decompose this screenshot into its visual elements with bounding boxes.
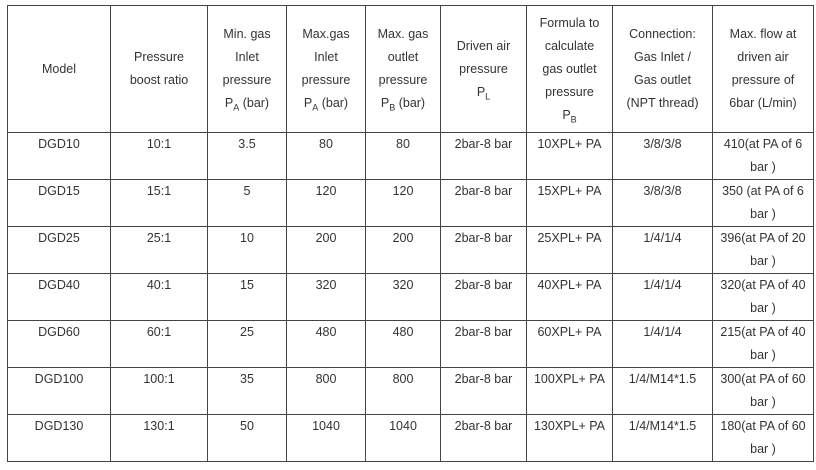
cell-min-inlet: 25 [208,321,287,368]
header-text: Min. gas [223,27,271,41]
cell-model: DGD130 [8,415,111,462]
header-text: pressure [222,73,272,87]
cell-connection: 1/4/1/4 [613,321,713,368]
header-text: pressure of [731,73,795,87]
header-symbol: $P_L$ [476,84,491,101]
cell-max-inlet: 320 [287,274,366,321]
cell-max-outlet: 200 [366,227,441,274]
header-text: calculate [544,38,595,53]
header-symbol: $P_B$ (bar) [380,96,426,113]
cell-formula: 60XPL+ PA [527,321,613,368]
header-text: pressure [378,73,428,87]
cell-formula: 10XPL+ PA [527,133,613,180]
cell-driven-air: 2bar-8 bar [441,133,527,180]
header-model [8,6,111,133]
table-body [8,133,814,462]
header-max-inlet [287,6,366,133]
cell-formula: 15XPL+ PA [527,180,613,227]
cell-ratio: 40:1 [111,274,208,321]
header-text: Max. flow at [729,27,797,41]
header-text: Inlet [314,50,338,64]
header-text: (NPT thread) [626,96,699,110]
cell-max-outlet: 480 [366,321,441,368]
cell-ratio: 60:1 [111,321,208,368]
cell-connection: 1/4/M14*1.5 [613,415,713,462]
header-text: Pressure [133,50,185,64]
header-text: outlet [387,50,419,64]
header-text: pressure [459,61,508,76]
header-text: gas outlet [542,61,597,76]
cell-min-inlet: 35 [208,368,287,415]
header-row [8,6,814,133]
cell-model: DGD15 [8,180,111,227]
header-formula [527,6,613,133]
cell-connection: 3/8/3/8 [613,133,713,180]
header-text: Driven air [456,38,511,53]
cell-max-outlet: 320 [366,274,441,321]
cell-max-inlet: 80 [287,133,366,180]
header-text: Formula to [539,15,600,30]
table-row [8,415,814,462]
cell-connection: 1/4/1/4 [613,227,713,274]
cell-model: DGD100 [8,368,111,415]
cell-formula: 25XPL+ PA [527,227,613,274]
cell-max-inlet: 800 [287,368,366,415]
cell-max-inlet: 480 [287,321,366,368]
cell-ratio: 130:1 [111,415,208,462]
header-text: Inlet [235,50,259,64]
cell-driven-air: 2bar-8 bar [441,368,527,415]
header-symbol: $P_B$ [562,107,577,124]
header-text: Gas Inlet / [634,50,691,64]
header-connection [613,6,713,133]
cell-connection: 1/4/1/4 [613,274,713,321]
cell-model: DGD40 [8,274,111,321]
header-text: driven air [737,50,789,64]
cell-driven-air: 2bar-8 bar [441,227,527,274]
cell-max-flow: 396(at PA of 20 bar ) [713,227,814,274]
cell-driven-air: 2bar-8 bar [441,415,527,462]
cell-max-flow: 180(at PA of 60 bar ) [713,415,814,462]
table-row [8,227,814,274]
cell-ratio: 25:1 [111,227,208,274]
cell-ratio: 10:1 [111,133,208,180]
cell-connection: 1/4/M14*1.5 [613,368,713,415]
cell-min-inlet: 15 [208,274,287,321]
header-driven-air [441,6,527,133]
cell-max-inlet: 1040 [287,415,366,462]
header-text: Connection: [629,27,696,41]
cell-max-outlet: 800 [366,368,441,415]
table-row [8,133,814,180]
table-row [8,180,814,227]
cell-max-outlet: 80 [366,133,441,180]
header-text: Max. gas [377,27,429,41]
cell-ratio: 100:1 [111,368,208,415]
cell-max-inlet: 120 [287,180,366,227]
cell-min-inlet: 10 [208,227,287,274]
cell-driven-air: 2bar-8 bar [441,274,527,321]
cell-min-inlet: 50 [208,415,287,462]
header-text: boost ratio [129,73,189,87]
cell-max-flow: 215(at PA of 40 bar ) [713,321,814,368]
cell-driven-air: 2bar-8 bar [441,180,527,227]
cell-model: DGD10 [8,133,111,180]
table-head [8,6,814,133]
cell-model: DGD60 [8,321,111,368]
cell-max-outlet: 120 [366,180,441,227]
cell-max-inlet: 200 [287,227,366,274]
header-text: pressure [545,84,594,99]
cell-max-flow: 320(at PA of 40 bar ) [713,274,814,321]
header-boost-ratio [111,6,208,133]
header-symbol: $P_A$ (bar) [224,96,270,113]
header-symbol: $P_A$ (bar) [303,96,349,113]
cell-min-inlet: 5 [208,180,287,227]
cell-ratio: 15:1 [111,180,208,227]
header-text: Model [41,61,77,76]
cell-max-flow: 300(at PA of 60 bar ) [713,368,814,415]
header-text: Max.gas [302,27,350,41]
header-max-outlet [366,6,441,133]
cell-max-outlet: 1040 [366,415,441,462]
cell-min-inlet: 3.5 [208,133,287,180]
header-text: Gas outlet [634,73,691,87]
table-row [8,321,814,368]
cell-connection: 3/8/3/8 [613,180,713,227]
table-row [8,368,814,415]
table-row [8,274,814,321]
header-min-inlet [208,6,287,133]
header-text: 6bar (L/min) [729,96,797,110]
cell-max-flow: 350 (at PA of 6 bar ) [713,180,814,227]
header-text: pressure [301,73,351,87]
spec-table [7,5,814,462]
cell-formula: 100XPL+ PA [527,368,613,415]
cell-max-flow: 410(at PA of 6 bar ) [713,133,814,180]
cell-formula: 130XPL+ PA [527,415,613,462]
cell-driven-air: 2bar-8 bar [441,321,527,368]
header-max-flow [713,6,814,133]
cell-formula: 40XPL+ PA [527,274,613,321]
cell-model: DGD25 [8,227,111,274]
